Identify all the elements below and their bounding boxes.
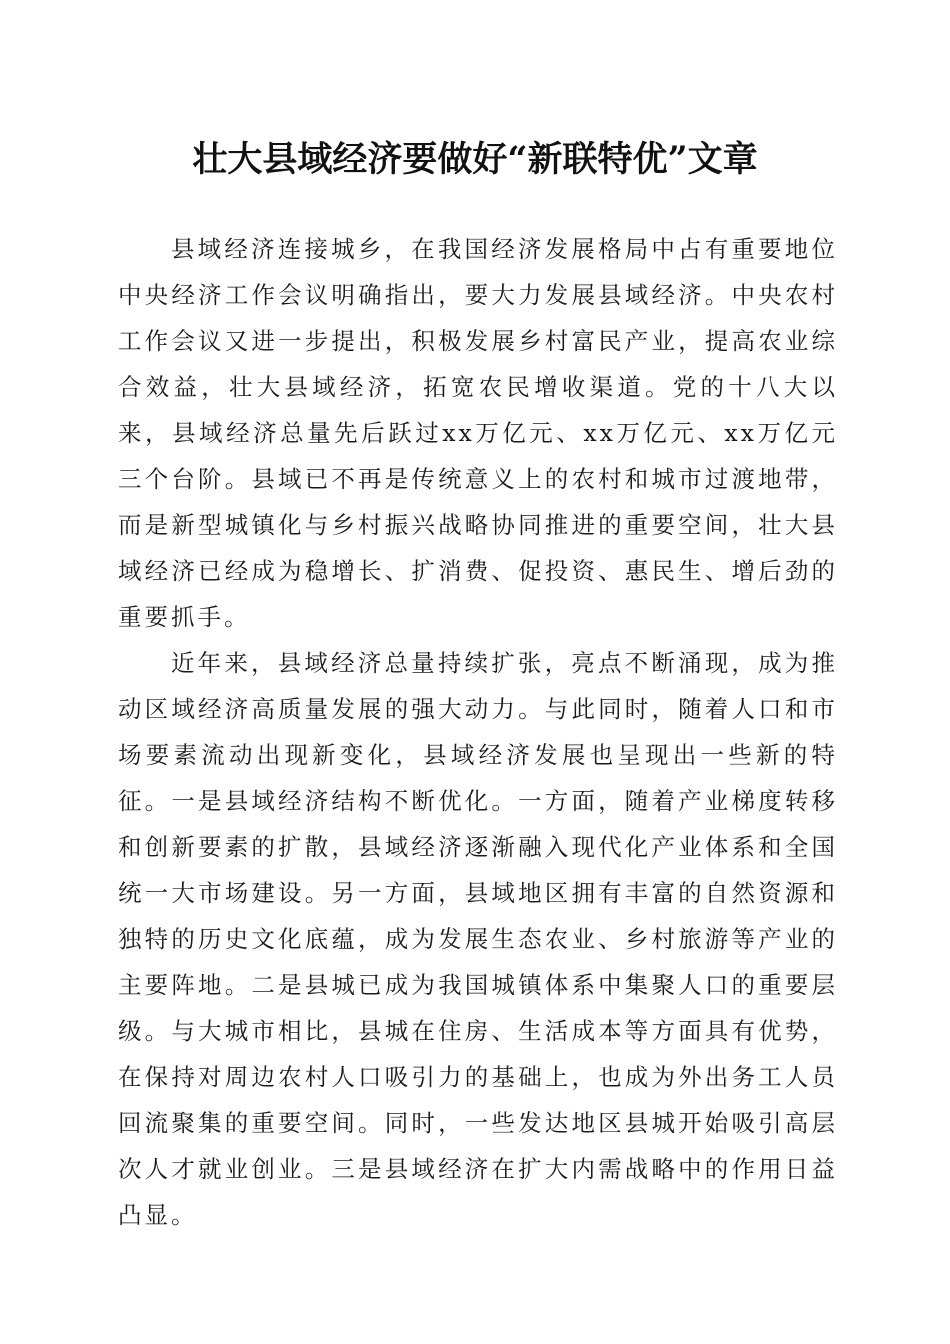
document-body — [118, 226, 838, 1238]
document-title: 壮大县域经济要做好“新联特优”文章 — [192, 139, 758, 180]
paragraph-1: 县域经济连接城乡，在我国经济发展格局中占有重要地位中央经济工作会议明确指出，要大力发展县域经济。中央农村工作会议又进一步提出，积极发展乡村富民产业，提高农业综合效益，壮大县域经济，拓宽农民增收渠道。党的十八大以来，县域经济总量先后跃过xx万亿元、xx万亿元、xx万亿元三个台阶。县域已不再是传统意义上的农村和城市过渡地带，而是新型城镇化与乡村振兴战略协同推进的重要空间，壮大县域经济已经成为稳增长、扩消费、促投资、惠民生、增后劲的重要抓手。 — [118, 235, 838, 631]
paragraph-2: 近年来，县域经济总量持续扩张，亮点不断涌现，成为推动区域经济高质量发展的强大动力。与此同时，随着人口和市场要素流动出现新变化，县域经济发展也呈现出一些新的特征。一是县域经济结构不断优化。一方面，随着产业梯度转移和创新要素的扩散，县域经济逐渐融入现代化产业体系和全国统一大市场建设。另一方面，县域地区拥有丰富的自然资源和独特的历史文化底蕴，成为发展生态农业、乡村旅游等产业的主要阵地。二是县城已成为我国城镇体系中集聚人口的重要层级。与大城市相比，县城在住房、生活成本等方面具有优势，在保持对周边农村人口吸引力的基础上，也成为外出务工人员回流聚集的重要空间。同时，一些发达地区县城开始吸引高层次人才就业创业。三是县域经济在扩大内需战略中的作用日益凸显。 — [118, 649, 838, 1229]
